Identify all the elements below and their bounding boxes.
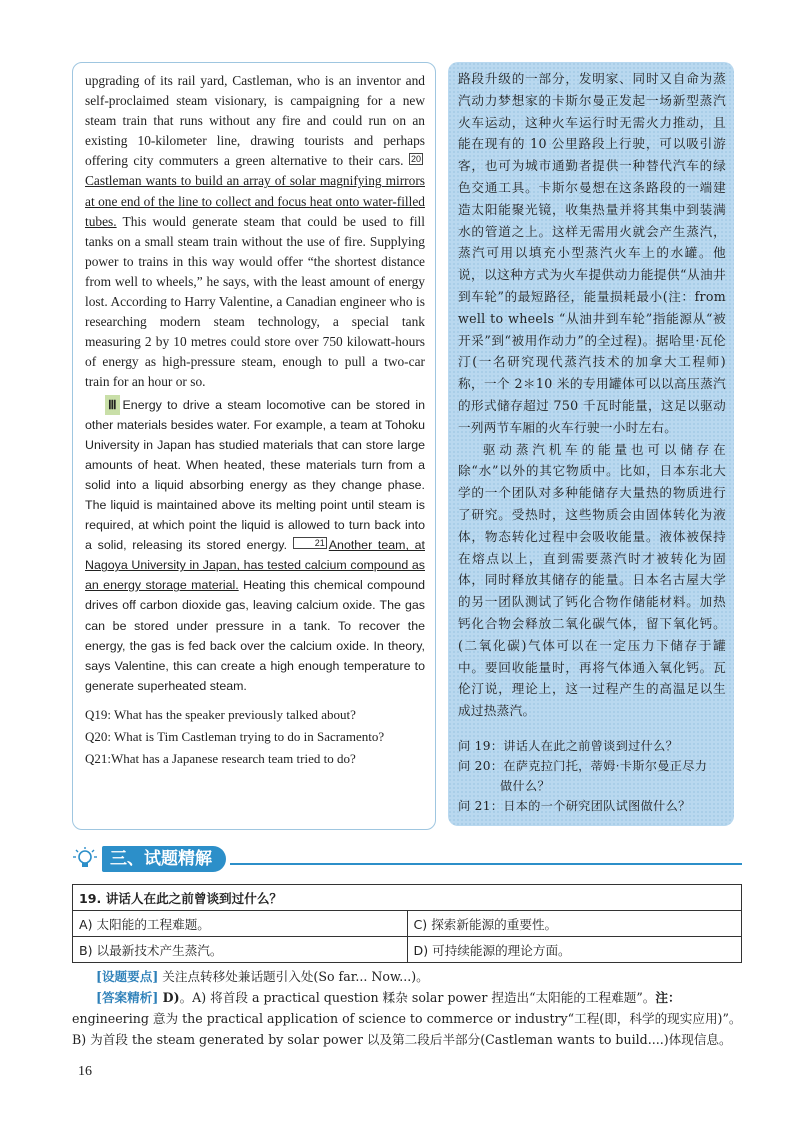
answer-explanation: [答案精析] D)。A) 将首段 a practical question 糅杂 solar power 捏造出“太阳能的工程难题”。注： — [96, 990, 681, 1005]
chinese-paragraph-2: 驱动蒸汽机车的能量也可以储存在除“水”以外的其它物质中。比如，日本东北大学的一个团队对多种能储存大量热的物质进行了研究。受热时，这些物质会由固体转化为液体，物态转化过程中会吸收能量。液体被保持在熔点以上，直到需要蒸汽时才被转化为固体，同时释放其储存的能量。日本名古屋大学的另一团队测试了钙化合物作储能材料。加热钙化合物会释放二氧化碳气体，留下氧化钙。(二氧化碳)气体可以在一定压力下储存于罐中。要回收能量时，再将气体通入氧化钙。瓦伦汀说，理论上，这一过程产生的高温足以生成过热蒸汽。 — [458, 441, 726, 719]
answer-analysis — [72, 966, 742, 1050]
english-paragraph-1: upgrading of its rail yard, Castleman, who is an inventor and self-proclaimed steam visionary, is campaigning for a new steam train that runs without any fire and could run on an existing 10-kilometer line, drawing tourists and perhaps offering city commuters a green alternative to their cars. 20Castleman wants to build an array of solar magnifying mirrors at one end of the line to collect and focus heat onto water-filled tubes. This would generate steam that could be used to fill tanks on a small steam train without the use of fire. Supplying power to trains in this way would offer “the shortest distance from well to wheels,” he says, with the least amount of energy lost. According to Harry Valentine, a Canadian engineer who is researching modern steam technology, a special tank measuring 2 by 10 metres could store over 750 kilowatt-hours of energy as high-pressure steam, enough to pull a two-car train for an hour or so. — [85, 73, 425, 390]
question-title: 19. 讲话人在此之前曾谈到过什么？ — [73, 885, 742, 911]
answer-explanation-cont: engineering 意为 the practical application of science to commerce or industry“工程(即，科学的现实应用)”。B) 为首段 the steam generated by solar power 以及第二段后半部分(Castleman wants to build....)体现信息。 — [72, 1011, 742, 1047]
question-19-cn: 问 19：讲话人在此之前曾谈到过什么？ — [458, 738, 679, 753]
answer-label: [答案精析] — [96, 990, 159, 1005]
option-a: A) 太阳能的工程难题。 — [73, 911, 408, 937]
chinese-translation — [458, 68, 726, 722]
note-label: 注： — [655, 990, 681, 1005]
chinese-questions — [458, 736, 726, 816]
table-row — [73, 911, 742, 937]
chinese-translation-panel — [448, 62, 734, 826]
table-row — [73, 937, 742, 963]
chinese-paragraph-1: 路段升级的一部分，发明家、同时又自命为蒸汽动力梦想家的卡斯尔曼正发起一场新型蒸汽火车运动，这种火车运行时无需火力推动，且能在现有的 10 公里路段上行驶，可以吸引游客，也可为城市通勤者提供一种替代汽车的绿色交通工具。卡斯尔曼想在这条路段的一端建造太阳能聚光镜，收集热量并将其集中到装满水的管道之上。这样无需用火就会产生蒸汽，蒸汽可用以填充小型蒸汽火车上的水罐。他说，以这种方式为火车提供动力能提供“从油井到车轮”的最短路径，能量损耗最小(注：from well to wheels “从油井到车轮”指能源从“被开采”到“被用作动力”的全过程)。据哈里·瓦伦汀(一名研究现代蒸汽技术的加拿大工程师)称，一个 2＊10 米的专用罐体可以以高压蒸汽的形式储存超过 750 千瓦时能量，这足以驱动一列两节车厢的火车行驶一小时左右。 — [458, 71, 726, 435]
english-questions — [85, 704, 425, 770]
underlined-answer-21: Another team, at Nagoya University in Japan, has tested calcium compound as an energy storage material. — [85, 538, 425, 593]
question-tag-20: 20 — [410, 154, 421, 165]
option-b: B) 以最新技术产生蒸汽。 — [73, 937, 408, 963]
key-point-line: [设题要点] 关注点转移处兼话题引入处(So far... Now...)。 — [96, 969, 429, 984]
option-d: D) 可持续能源的理论方面。 — [407, 937, 742, 963]
question-20-cn-cont: 做什么？ — [500, 778, 550, 793]
section-heading — [72, 844, 742, 874]
english-passage-panel — [72, 62, 436, 830]
section-title: 三、试题精解 — [102, 846, 226, 872]
question-19-table — [72, 884, 742, 963]
table-row — [73, 885, 742, 911]
option-c: C) 探索新能源的重要性。 — [407, 911, 742, 937]
question-20-cn: 问 20：在萨克拉门托，蒂姆·卡斯尔曼正尽力 — [458, 758, 708, 773]
correct-answer: D) — [158, 990, 180, 1005]
english-paragraph-2: Ⅲ Energy to drive a steam locomotive can be stored in other materials besides water. For example, a team at Tohoku University in Japan has studied materials that can store large amounts of heat. When heated, these materials turn from a solid into a liquid absorbing energy as they change phase. The liquid is maintained above its melting point until steam is required, at which point the liquid is allowed to turn back into a solid, releasing its stored energy. 21 Another team, at Nagoya University in Japan, has tested calcium compound as an energy storage material. Heating this chemical compound drives off carbon dioxide gas, leaving calcium oxide. The gas can be stored under pressure in a tank. To recover the energy, the gas is fed back over the calcium oxide. In theory, says Valentine, this can create a high enough temperature to generate superheated steam. — [85, 395, 425, 696]
question-tag-21: 21 — [293, 537, 327, 549]
question-21-cn: 问 21：日本的一个研究团队试图做什么？ — [458, 798, 691, 813]
question-20-en: Q20: What is Tim Castleman trying to do in Sacramento? — [85, 728, 385, 744]
underlined-answer-20: Castleman wants to build an array of solar magnifying mirrors at one end of the line to collect and focus heat onto water-filled tubes. — [85, 173, 425, 229]
question-21-en: Q21:What has a Japanese research team tried to do? — [85, 750, 356, 766]
question-19-en: Q19: What has the speaker previously talked about? — [85, 706, 356, 722]
lightbulb-icon — [72, 846, 98, 872]
english-passage — [85, 71, 425, 696]
paragraph-marker-3: Ⅲ — [105, 395, 120, 415]
section-divider — [230, 863, 742, 865]
page-number: 16 — [78, 1064, 92, 1079]
key-point-label: [设题要点] — [96, 969, 159, 984]
